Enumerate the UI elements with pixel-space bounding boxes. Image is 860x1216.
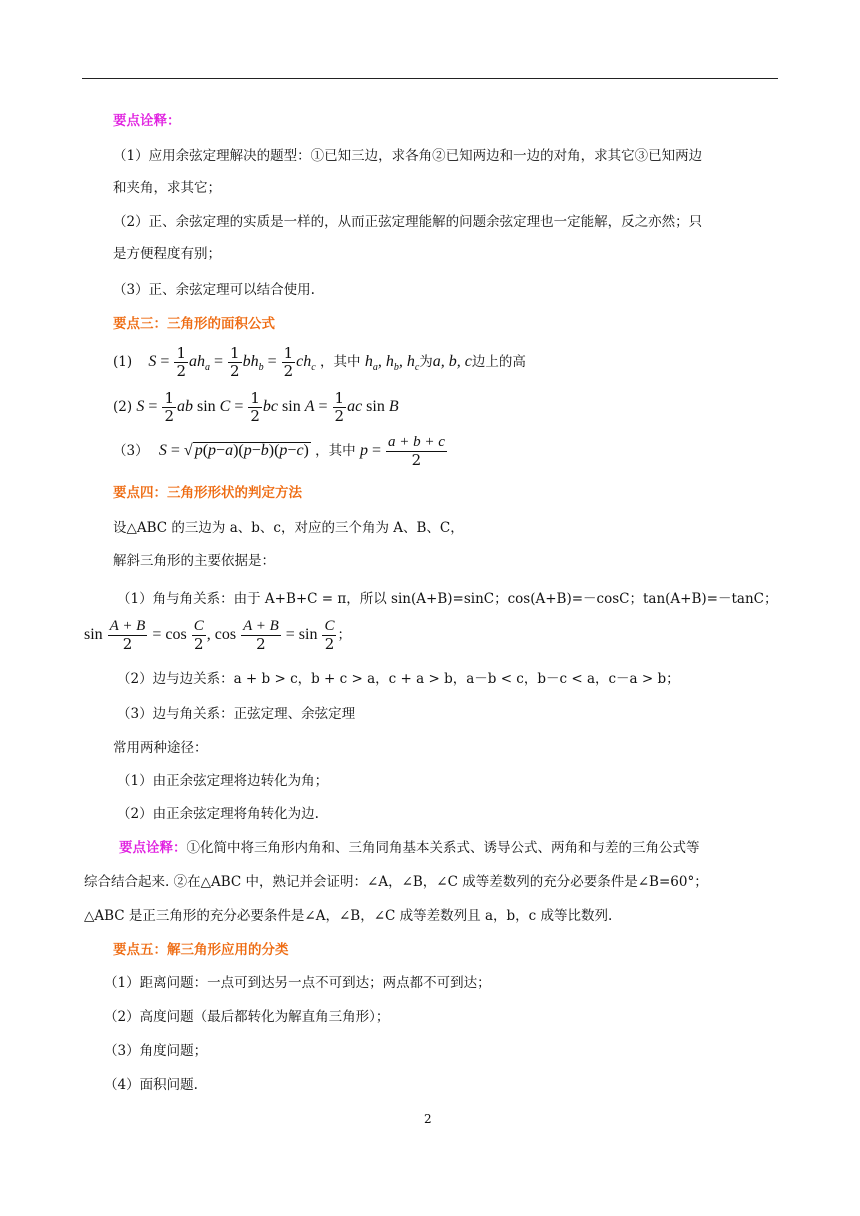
page-number: 2 [424, 1112, 432, 1126]
paragraph-line: （3）正、余弦定理可以结合使用. [113, 282, 315, 298]
paragraph-line: 设△ABC 的三边为 a、b、c，对应的三个角为 A、B、C， [113, 520, 464, 536]
paragraph-line: （2）由正余弦定理将角转化为边. [117, 806, 319, 822]
paragraph-line: 和夹角，求其它； [113, 180, 221, 196]
formula-area-2: (2) S = $\frac{1}{2}$ ab sin C = $\frac{1}{2}$ bc sin A = $\frac{1}{2}$ ac sin B [113, 389, 399, 425]
paragraph-line: （2）边与边关系：a + b > c，b + c > a，c + a > b，a－b < c，b－c < a，c－a > b； [117, 671, 680, 687]
list-item: （3）角度问题； [104, 1043, 208, 1059]
paragraph-line: （2）正、余弦定理的实质是一样的，从而正弦定理能解的问题余弦定理也一定能解，反之亦然；只 [113, 214, 703, 230]
section-heading: 要点三：三角形的面积公式 [113, 316, 275, 332]
formula-heron: （3） S = √ p(p−a)(p−b)(p−c) ，其中 p = $\frac{a + b + c}{2}$ [113, 434, 445, 469]
paragraph-line: 常用两种途径： [113, 740, 208, 756]
formula-half-angle: sin $\frac{A + B}{2}$ = cos $\frac{C}{2}$ , cos $\frac{A + B}{2}$ = sin $\frac{C}{2}$ ； [84, 618, 351, 653]
paragraph-line: △ABC 是正三角形的充分必要条件是∠A，∠B，∠C 成等差数列且 a，b，c 成等比数列. [84, 908, 613, 924]
paragraph-line: （3）边与角关系：正弦定理、余弦定理 [117, 706, 356, 722]
header-rule [82, 78, 778, 79]
paragraph-line: 综合结合起来. ②在△ABC 中，熟记并会证明：∠A，∠B，∠C 成等差数列的充分必要条件是∠B=60°； [84, 874, 708, 890]
list-item: （2）高度问题（最后都转化为解直角三角形）； [104, 1009, 390, 1025]
paragraph-line: （1）角与角关系：由于 A+B+C = π，所以 sin(A+B)=sinC；cos(A+B)=－cosC；tan(A+B)=－tanC； [117, 591, 778, 607]
section-heading: 要点五：解三角形应用的分类 [113, 942, 289, 958]
list-item: （1）距离问题：一点可到达另一点不可到达；两点都不可到达； [104, 975, 491, 991]
paragraph-line: 是方便程度有别； [113, 246, 221, 262]
formula-area-1: (1) S = $\frac{1}{2}$ $ah_a$ = $\frac{1}{2}$ $bh_b$ = $\frac{1}{2}$ $ch_c$ ，其中 $h_a$, $h_b$, $h_c$为a, b, c边上的高 [113, 344, 526, 380]
list-item: （4）面积问题. [104, 1077, 198, 1093]
paragraph-line: （1）应用余弦定理解决的题型：①已知三边，求各角②已知两边和一边的对角，求其它③已知两边 [113, 148, 703, 164]
section-heading: 要点诠释： [113, 113, 181, 129]
section-heading: 要点四：三角形形状的判定方法 [113, 485, 302, 501]
paragraph-line: （1）由正余弦定理将边转化为角； [117, 773, 329, 789]
paragraph-line: 解斜三角形的主要依据是： [113, 553, 275, 569]
note-paragraph: 要点诠释：①化简中将三角形内角和、三角同角基本关系式、诱导公式、两角和与差的三角公式等 [119, 840, 700, 856]
